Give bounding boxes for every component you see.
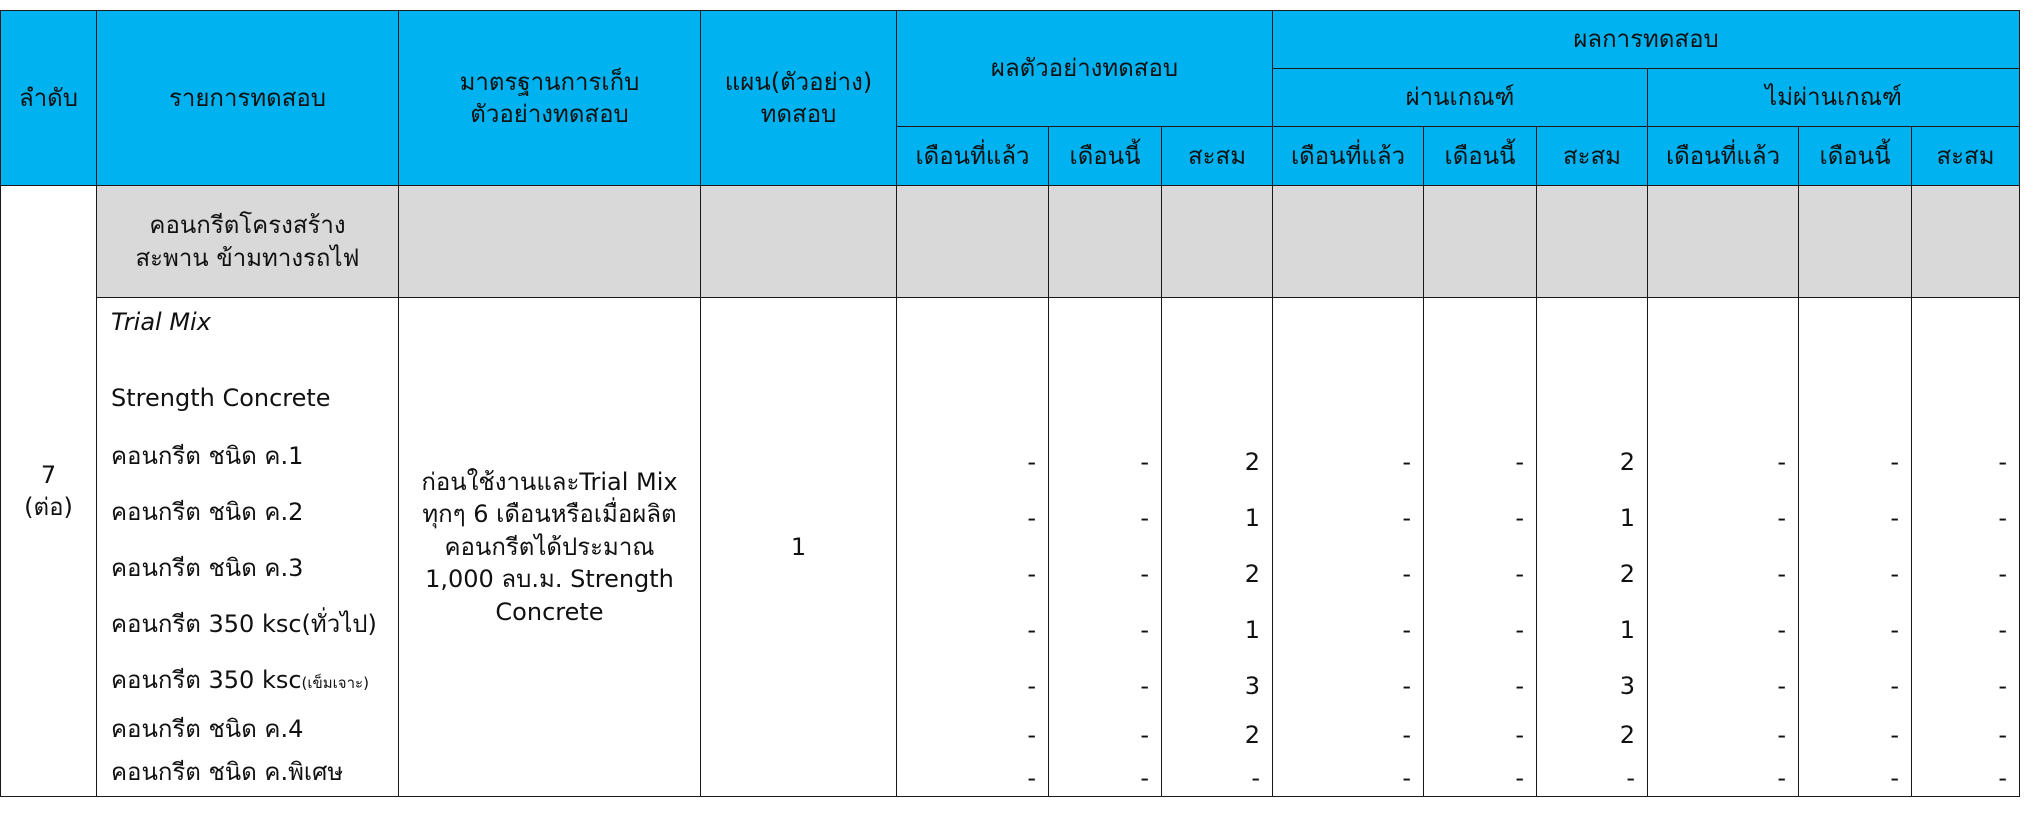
value: - xyxy=(1890,448,1900,476)
fail-cumulative-cell xyxy=(1912,298,2020,797)
value: - xyxy=(1998,721,2008,749)
value: - xyxy=(1998,560,2008,588)
value: 2 xyxy=(1244,448,1261,476)
item-label: คอนกรีต ชนิด ค.พิเศษ xyxy=(111,758,344,786)
value: - xyxy=(1140,560,1149,588)
header-pass-this-month: เดือนนี้ xyxy=(1424,127,1537,186)
value: - xyxy=(1777,672,1787,700)
value: - xyxy=(1027,764,1036,792)
item-label: คอนกรีต 350 ksc xyxy=(111,666,302,694)
item-label: คอนกรีต ชนิด ค.4 xyxy=(111,715,304,743)
header-samples: ผลตัวอย่างทดสอบ xyxy=(897,11,1273,127)
header-results: ผลการทดสอบ xyxy=(1273,11,2020,69)
value: 1 xyxy=(1619,616,1636,644)
value: - xyxy=(1515,504,1525,532)
group-empty-cell xyxy=(1912,186,2020,298)
group-empty-cell xyxy=(1049,186,1162,298)
header-item: รายการทดสอบ xyxy=(97,11,399,186)
value: - xyxy=(1515,721,1525,749)
row-seq-cell xyxy=(1,186,97,797)
value: - xyxy=(1890,504,1900,532)
group-title: คอนกรีตโครงสร้างสะพาน ข้ามทางรถไฟ xyxy=(135,211,360,272)
value: - xyxy=(1777,448,1787,476)
value: - xyxy=(1140,721,1149,749)
header-fail-this-month: เดือนนี้ xyxy=(1799,127,1912,186)
value: - xyxy=(1402,672,1412,700)
plan-cell xyxy=(701,298,897,797)
fail-last-month-cell xyxy=(1648,298,1799,797)
value: - xyxy=(1890,764,1900,792)
value: - xyxy=(1402,764,1412,792)
group-empty-cell xyxy=(1424,186,1537,298)
value: - xyxy=(1402,616,1412,644)
value: - xyxy=(1027,448,1036,476)
items-cell xyxy=(97,298,399,797)
test-results-table xyxy=(0,10,2020,797)
value: 3 xyxy=(1244,672,1261,700)
sample-last-month-cell xyxy=(897,298,1049,797)
value: 3 xyxy=(1619,672,1636,700)
value: - xyxy=(1890,672,1900,700)
value: 2 xyxy=(1619,448,1636,476)
value: - xyxy=(1515,616,1525,644)
item-label: คอนกรีต ชนิด ค.1 xyxy=(111,442,304,470)
value: - xyxy=(1777,560,1787,588)
value: - xyxy=(1140,672,1149,700)
value: - xyxy=(1777,504,1787,532)
group-empty-cell xyxy=(399,186,701,298)
value: - xyxy=(1140,616,1149,644)
row-seq: 7 xyxy=(40,460,57,489)
group-empty-cell xyxy=(1799,186,1912,298)
fail-this-month-cell xyxy=(1799,298,1912,797)
value: - xyxy=(1998,672,2008,700)
value: - xyxy=(1140,764,1149,792)
value: - xyxy=(1515,448,1525,476)
value: - xyxy=(1890,721,1900,749)
pass-last-month-cell xyxy=(1273,298,1424,797)
header-pass-last-month: เดือนที่แล้ว xyxy=(1273,127,1424,186)
header-fail-cumulative: สะสม xyxy=(1912,127,2020,186)
standard-text: ก่อนใช้งานและTrial Mix ทุกๆ 6 เดือนหรือเมื่อผลิต คอนกรีตได้ประมาณ 1,000 ลบ.ม. Strength Concrete xyxy=(421,468,678,626)
value: - xyxy=(1140,448,1149,476)
value: - xyxy=(1027,560,1036,588)
value: - xyxy=(1890,560,1900,588)
value: - xyxy=(1251,764,1261,792)
header-sample-this-month: เดือนนี้ xyxy=(1049,127,1162,186)
value: - xyxy=(1402,504,1412,532)
item-label: คอนกรีต 350 ksc(ทั่วไป) xyxy=(111,610,377,638)
trial-mix-label: Trial Mix xyxy=(111,308,211,336)
value: 2 xyxy=(1244,721,1261,749)
header-plan-text: แผน(ตัวอย่าง) ทดสอบ xyxy=(724,67,873,128)
item-label: คอนกรีต ชนิด ค.2 xyxy=(111,498,304,526)
value: - xyxy=(1402,448,1412,476)
pass-cumulative-cell xyxy=(1537,298,1648,797)
value: - xyxy=(1626,764,1636,792)
value: - xyxy=(1027,616,1036,644)
value: - xyxy=(1515,764,1525,792)
value: - xyxy=(1998,616,2008,644)
pass-this-month-cell xyxy=(1424,298,1537,797)
value: - xyxy=(1998,764,2008,792)
value: - xyxy=(1027,721,1036,749)
value: 1 xyxy=(1244,504,1261,532)
group-empty-cell xyxy=(1162,186,1273,298)
value: - xyxy=(1515,672,1525,700)
value: - xyxy=(1027,672,1036,700)
value: - xyxy=(1515,560,1525,588)
value: - xyxy=(1998,448,2008,476)
item-label-row xyxy=(111,664,398,697)
value: - xyxy=(1777,764,1787,792)
value: - xyxy=(1998,504,2008,532)
header-plan xyxy=(701,11,897,186)
group-empty-cell xyxy=(1648,186,1799,298)
value: - xyxy=(1777,616,1787,644)
header-fail: ไม่ผ่านเกณฑ์ xyxy=(1648,69,2020,127)
value: - xyxy=(1402,721,1412,749)
header-standard xyxy=(399,11,701,186)
group-empty-cell xyxy=(1273,186,1424,298)
header-standard-text: มาตรฐานการเก็บ ตัวอย่างทดสอบ xyxy=(459,67,640,128)
sample-this-month-cell xyxy=(1049,298,1162,797)
standard-cell xyxy=(399,298,701,797)
header-sample-cumulative: สะสม xyxy=(1162,127,1273,186)
item-label-suffix: (เข็มเจาะ) xyxy=(301,674,369,692)
header-seq: ลำดับ xyxy=(1,11,97,186)
plan-value: 1 xyxy=(790,532,807,561)
header-pass: ผ่านเกณฑ์ xyxy=(1273,69,1648,127)
value: - xyxy=(1777,721,1787,749)
value: 2 xyxy=(1619,721,1636,749)
value: 1 xyxy=(1619,504,1636,532)
value: - xyxy=(1402,560,1412,588)
value: - xyxy=(1140,504,1149,532)
value: 1 xyxy=(1244,616,1261,644)
group-empty-cell xyxy=(701,186,897,298)
strength-concrete-label: Strength Concrete xyxy=(111,384,331,412)
header-sample-last-month: เดือนที่แล้ว xyxy=(897,127,1049,186)
group-empty-cell xyxy=(897,186,1049,298)
header-fail-last-month: เดือนที่แล้ว xyxy=(1648,127,1799,186)
row-seq-cont: (ต่อ) xyxy=(24,493,73,521)
sample-cumulative-cell xyxy=(1162,298,1273,797)
value: 2 xyxy=(1619,560,1636,588)
group-title-cell xyxy=(97,186,399,298)
value: - xyxy=(1890,616,1900,644)
value: 2 xyxy=(1244,560,1261,588)
value: - xyxy=(1027,504,1036,532)
item-label: คอนกรีต ชนิด ค.3 xyxy=(111,554,304,582)
group-empty-cell xyxy=(1537,186,1648,298)
header-pass-cumulative: สะสม xyxy=(1537,127,1648,186)
